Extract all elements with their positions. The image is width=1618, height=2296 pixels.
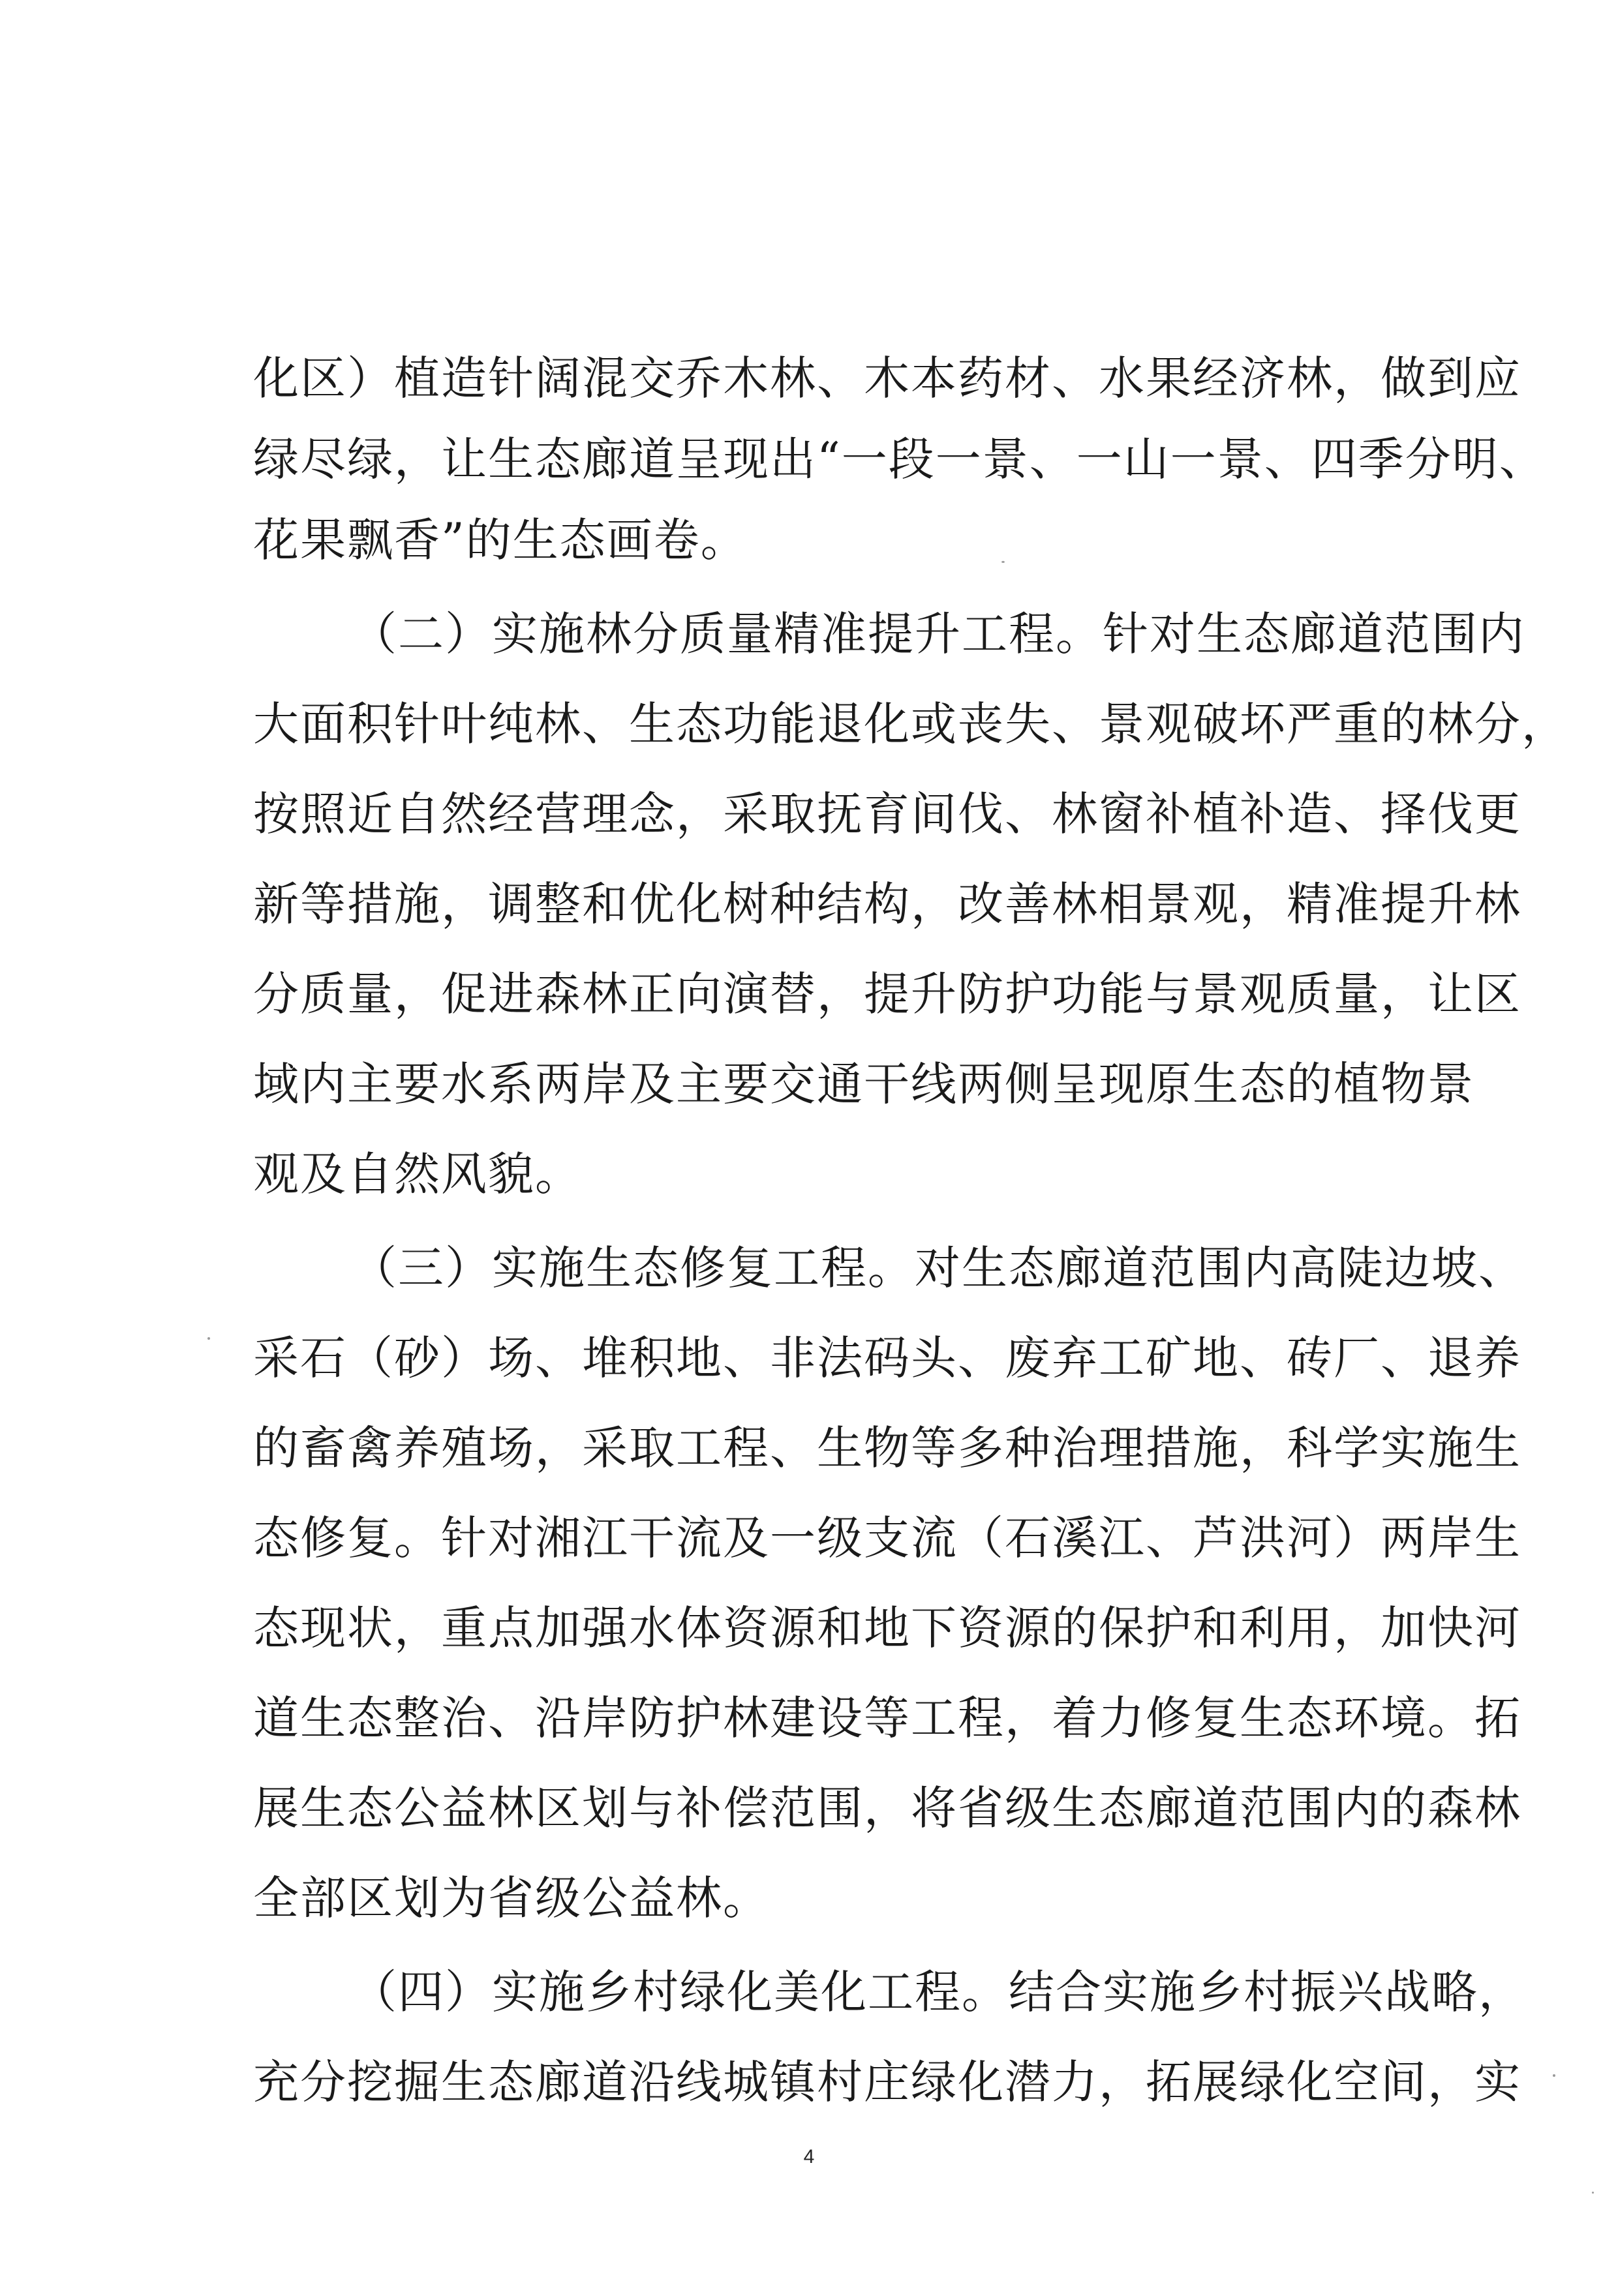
text-line: 新等措施，调整和优化树种结构，改善林相景观，精准提升林 <box>253 877 1521 931</box>
text-line: 态现状，重点加强水体资源和地下资源的保护和利用，加快河 <box>253 1601 1521 1655</box>
section-heading-line: （四）实施乡村绿化美化工程。结合实施乡村振兴战略， <box>351 1965 1525 2019</box>
text-line: 分质量，促进森林正向演替，提升防护功能与景观质量，让区 <box>253 967 1521 1021</box>
text-line: 采石（砂）场、堆积地、非法码头、废弃工矿地、砖厂、退养 <box>253 1331 1521 1385</box>
scan-speck <box>1001 561 1005 563</box>
text-line: 大面积针叶纯林、生态功能退化或丧失、景观破坏严重的林分， <box>253 697 1568 751</box>
text-line: 的畜禽养殖场，采取工程、生物等多种治理措施，科学实施生 <box>253 1421 1521 1475</box>
scan-speck <box>1592 2192 1594 2194</box>
text-line: 按照近自然经营理念，采取抚育间伐、林窗补植补造、择伐更 <box>253 787 1521 841</box>
text-line: 域内主要水系两岸及主要交通干线两侧呈现原生态的植物景 <box>253 1057 1474 1111</box>
text-line: 道生态整治、沿岸防护林建设等工程，着力修复生态环境。拓 <box>253 1691 1521 1745</box>
text-line: 全部区划为省级公益林。 <box>253 1871 770 1925</box>
scan-speck <box>1553 2074 1555 2077</box>
section-heading-line: （二）实施林分质量精准提升工程。针对生态廊道范围内 <box>351 607 1525 661</box>
text-line: 充分挖掘生态廊道沿线城镇村庄绿化潜力，拓展绿化空间，实 <box>253 2055 1521 2109</box>
page-number: 4 <box>803 2146 815 2168</box>
text-line: 花果飘香”的生态画卷。 <box>253 513 748 567</box>
text-line: 绿尽绿，让生态廊道呈现出“一段一景、一山一景、四季分明、 <box>253 432 1546 486</box>
section-heading-line: （三）实施生态修复工程。对生态廊道范围内高陡边坡、 <box>351 1241 1525 1295</box>
text-line: 化区）植造针阔混交乔木林、木本药材、水果经济林，做到应 <box>253 352 1521 405</box>
text-line: 观及自然风貌。 <box>253 1147 582 1201</box>
scan-speck <box>207 1337 210 1340</box>
text-line: 展生态公益林区划与补偿范围，将省级生态廊道范围内的森林 <box>253 1781 1521 1835</box>
text-line: 态修复。针对湘江干流及一级支流（石溪江、芦洪河）两岸生 <box>253 1511 1521 1565</box>
